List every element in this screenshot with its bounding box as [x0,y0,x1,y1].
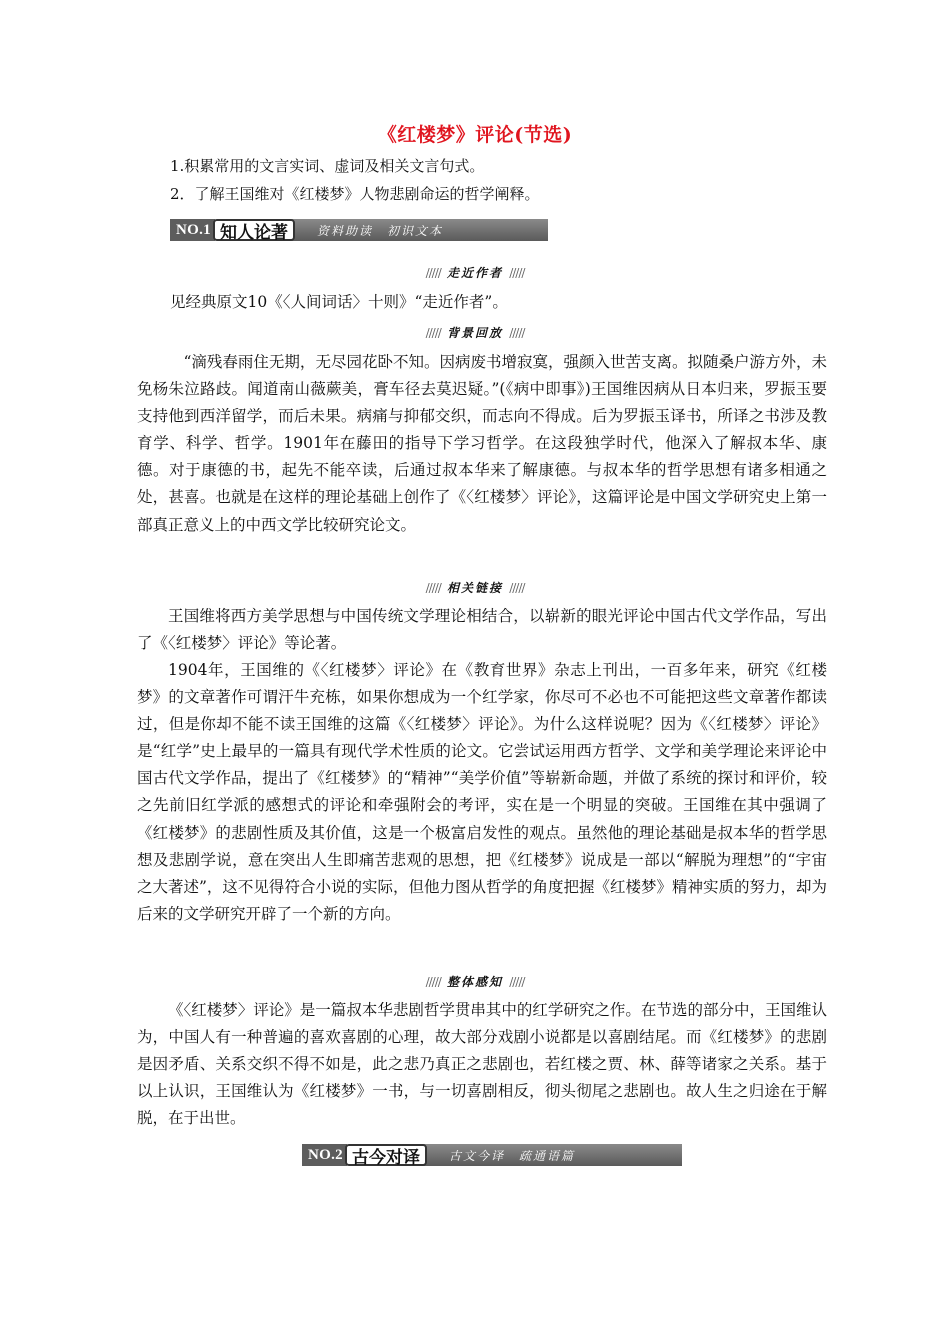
hatch-decoration: ///// [509,266,525,280]
subsection-title: 相关链接 [446,581,503,595]
hatch-decoration: ///// [425,266,441,280]
section-band-1 [170,219,548,241]
hatch-decoration: ///// [509,581,525,595]
hatch-decoration: ///// [509,975,525,989]
subsection-heading-links [0,579,950,596]
band-subtitle: 古文今译 疏通语篇 [421,1144,682,1166]
subsection-heading-overview [0,973,950,990]
band-label: 古今对译 [345,1144,427,1166]
subsection-heading-author [0,264,950,281]
hatch-decoration: ///// [425,975,441,989]
author-text: 见经典原文10《〈人间词话〉十则》“走近作者”。 [170,293,508,311]
hatch-decoration: ///// [509,326,525,340]
links-paragraph-1: 王国维将西方美学思想与中国传统文学理论相结合，以崭新的眼光评论中国古代文学作品，写出了《〈红楼梦〉评论》等论著。 [137,607,827,653]
band-number: NO.1 [170,219,215,241]
learning-goal-1: 1.积累常用的文言实词、虚词及相关文言句式。 [170,157,485,175]
page-title: 《红楼梦》评论(节选) [377,124,573,146]
subsection-title: 整体感知 [446,975,503,989]
subsection-title: 背景回放 [446,326,503,340]
band-number: NO.2 [302,1144,347,1166]
links-paragraph-2: 1904年，王国维的《〈红楼梦〉评论》在《教育世界》杂志上刊出，一百多年来，研究《红楼梦》的文章著作可谓汗牛充栋，如果你想成为一个红学家，你尽可不必也不可能把这些文章著作都读过，但是你却不能不读王国维的这篇《〈红楼梦〉评论》。为什么这样说呢？因为《〈红楼梦〉评论》是“红学”史上最早的一篇具有现代学术性质的论文。它尝试运用西方哲学、文学和美学理论来评论中国古代文学作品，提出了《红楼梦》的“精神”“美学价值”等崭新命题，并做了系统的探讨和评价，较之先前旧红学派的感想式的评论和牵强附会的考评，实在是一个明显的突破。王国维在其中强调了《红楼梦》的悲剧性质及其价值，这是一个极富启发性的观点。虽然他的理论基础是叔本华的哲学思想及悲剧学说，意在突出人生即痛苦悲观的思想，把《红楼梦》说成是一部以“解脱为理想”的“宇宙之大著述”，这不见得符合小说的实际，但他力图从哲学的角度把握《红楼梦》精神实质的努力，却为后来的文学研究开辟了一个新的方向。 [137,661,827,923]
section-band-2 [302,1144,682,1166]
hatch-decoration: ///// [425,581,441,595]
subsection-title: 走近作者 [446,266,503,280]
band-subtitle: 资料助读 初识文本 [289,219,548,241]
learning-goal-2: 2．了解王国维对《红楼梦》人物悲剧命运的哲学阐释。 [170,185,540,203]
hatch-decoration: ///// [425,326,441,340]
background-paragraph: “滴残春雨住无期，无尽园花卧不知。因病废书增寂寞，强颜入世苦支离。拟随桑户游方外，未免杨朱泣路歧。闻道南山薇蕨美，膏车径去莫迟疑。”(《病中即事》)王国维因病从日本归来，罗振玉要支持他到西洋留学，而后未果。病痛与抑郁交织，而志向不得成。后为罗振玉译书，所译之书涉及教育学、科学、哲学。1901年在藤田的指导下学习哲学。在这段独学时代，他深入了解叔本华、康德。对于康德的书，起先不能卒读，后通过叔本华来了解康德。与叔本华的哲学思想有诸多相通之处，甚喜。也就是在这样的理论基础上创作了《〈红楼梦〉评论》，这篇评论是中国文学研究史上第一部真正意义上的中西文学比较研究论文。 [137,353,827,534]
overview-paragraph: 《〈红楼梦〉评论》是一篇叔本华悲剧哲学贯串其中的红学研究之作。在节选的部分中，王国维认为，中国人有一种普遍的喜欢喜剧的心理，故大部分戏剧小说都是以喜剧结尾。而《红楼梦》的悲剧是因矛盾、关系交织不得不如是，此之悲乃真正之悲剧也，若红楼之贾、林、薛等诸家之关系。基于以上认识，王国维认为《红楼梦》一书，与一切喜剧相反，彻头彻尾之悲剧也。故人生之归途在于解脱，在于出世。 [137,1001,827,1128]
subsection-heading-background [0,324,950,341]
band-label: 知人论著 [213,219,295,241]
